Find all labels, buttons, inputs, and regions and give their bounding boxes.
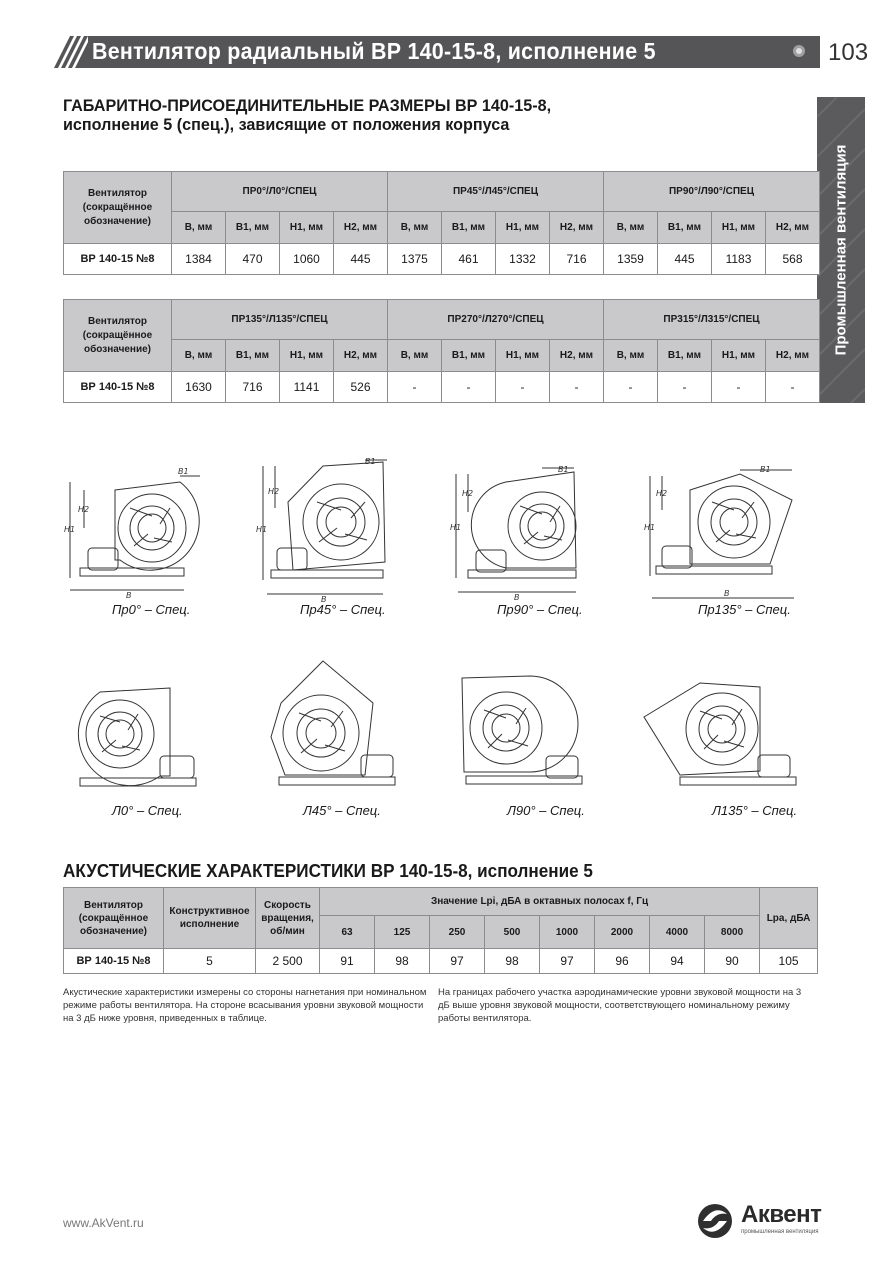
diagram-caption: Пр45° – Спец. [300,602,386,617]
dims1-cell: 470 [226,244,280,275]
dims2-sub: B, мм [172,340,226,372]
dims2-cell: - [712,372,766,403]
dims1-sub: H2, мм [766,212,820,244]
dims2-group-1: ПР270°/Л270°/СПЕЦ [388,300,604,340]
ac-head-design: Конструктивное исполнение [164,888,256,949]
ac-head-fan: Вентилятор (сокращённое обозначение) [64,888,164,949]
fan-diagram-l135 [640,675,800,800]
ac-head-lpa: Lpa, дБА [760,888,818,949]
ac-freq: 8000 [705,916,760,949]
diagram-caption: Л90° – Спец. [507,803,585,818]
dim-label: H1 [256,525,268,534]
fan-diagram-l0 [60,680,210,800]
dims1-group-0: ПР0°/Л0°/СПЕЦ [172,172,388,212]
dims1-cell: 445 [658,244,712,275]
dims1-sub: H2, мм [550,212,604,244]
dims2-sub: H2, мм [550,340,604,372]
ac-cell: 90 [705,949,760,974]
dims2-cell: - [442,372,496,403]
header-stripes-decoration [44,36,88,68]
dims1-sub: B1, мм [658,212,712,244]
dim-label: B [126,591,132,600]
dims-table-1 [63,171,820,275]
ac-cell: 98 [375,949,430,974]
ac-cell: 98 [485,949,540,974]
table-row [64,244,820,275]
ac-freq: 250 [430,916,485,949]
dims2-cell: - [388,372,442,403]
dims2-cell: 716 [226,372,280,403]
ac-cell: 105 [760,949,818,974]
dims1-sub: B, мм [604,212,658,244]
dim-label: H1 [644,523,656,532]
dims2-cell: 1630 [172,372,226,403]
dims2-sub: B, мм [388,340,442,372]
diagram-caption: Пр0° – Спец. [112,602,191,617]
dims2-cell: - [550,372,604,403]
dims1-sub: H1, мм [280,212,334,244]
acoustic-section-title: АКУСТИЧЕСКИЕ ХАРАКТЕРИСТИКИ ВР 140-15-8, исполнение 5 [63,861,593,881]
dims2-sub: H1, мм [280,340,334,372]
note-right: На границах рабочего участка аэродинамические уровни звуковой мощности на 3 дБ выше уровня звуковой мощности, соответствующего номинальному режиму работы вентилятора. [438,987,802,1024]
fan-diagram-l45 [255,655,405,800]
dims1-sub: H1, мм [712,212,766,244]
ac-cell: 2 500 [256,949,320,974]
dim-label: H1 [450,523,462,532]
ac-cell: 91 [320,949,375,974]
dim-label: B1 [760,465,771,474]
ac-freq: 63 [320,916,375,949]
dims2-group-2: ПР315°/Л315°/СПЕЦ [604,300,820,340]
fan-diagram-pr90 [446,460,596,600]
dims1-cell: 461 [442,244,496,275]
dim-label: H2 [656,489,668,498]
dim-label: B [724,589,730,598]
table-row [64,949,818,974]
fan-diagram-l90 [450,668,600,800]
dim-label: H2 [78,505,90,514]
acoustic-table [63,887,818,974]
dims1-group-2: ПР90°/Л90°/СПЕЦ [604,172,820,212]
dims2-group-0: ПР135°/Л135°/СПЕЦ [172,300,388,340]
ac-cell: 96 [595,949,650,974]
dims2-cell: - [604,372,658,403]
dims2-cell: - [496,372,550,403]
dims2-sub: B, мм [604,340,658,372]
diagram-caption: Л0° – Спец. [112,803,183,818]
dim-label: B1 [178,467,189,476]
page-title: Вентилятор радиальный ВР 140-15-8, исполнение 5 [92,38,656,64]
brand-name: Аквент [741,1201,822,1228]
diagram-caption: Л135° – Спец. [712,803,798,818]
dim-label: H1 [64,525,76,534]
dims1-cell: 1332 [496,244,550,275]
ac-cell: 97 [540,949,595,974]
dims1-sub: B1, мм [226,212,280,244]
ac-freq: 1000 [540,916,595,949]
fan-diagram-pr45 [253,452,403,602]
dims2-sub: H1, мм [496,340,550,372]
table-row [64,372,820,403]
ac-head-bands: Значение Lpi, дБА в октавных полосах f, Гц [320,888,760,916]
akvent-logo-icon [695,1202,735,1240]
ac-freq: 500 [485,916,540,949]
ac-freq: 2000 [595,916,650,949]
ac-cell: 94 [650,949,705,974]
side-tab [817,97,865,403]
dims1-group-1: ПР45°/Л45°/СПЕЦ [388,172,604,212]
dims1-cell: 1060 [280,244,334,275]
dims1-sub: B, мм [388,212,442,244]
dim-label: B [321,595,327,602]
ac-freq: 4000 [650,916,705,949]
dims-section-title [63,96,551,134]
page-number: 103 [828,39,869,66]
side-tab-label: Промышленная вентиляция [832,144,850,356]
dims1-sub: B, мм [172,212,226,244]
dims2-sub: B1, мм [226,340,280,372]
fan-diagram-pr0 [60,460,210,600]
dims1-head-fan: Вентилятор (сокращённое обозначение) [64,172,172,244]
dims1-cell: 1183 [712,244,766,275]
dims2-row-name: ВР 140-15 №8 [64,372,172,403]
dims1-sub: H1, мм [496,212,550,244]
ac-head-speed: Скорость вращения, об/мин [256,888,320,949]
dims1-sub: B1, мм [442,212,496,244]
dims2-sub: H2, мм [766,340,820,372]
diagram-caption: Пр90° – Спец. [497,602,583,617]
dims1-sub: H2, мм [334,212,388,244]
note-left: Акустические характеристики измерены со стороны нагнетания при номинальном режиме работы вентилятора. На стороне всасывания уровни звуковой мощности на 3 дБ ниже уровня, приведенных в таблице. [63,987,427,1024]
dims2-sub: B1, мм [658,340,712,372]
dims2-cell: - [766,372,820,403]
ac-freq: 125 [375,916,430,949]
diagram-caption: Пр135° – Спец. [698,602,791,617]
dims2-cell: 1141 [280,372,334,403]
dims1-cell: 568 [766,244,820,275]
dims1-cell: 1375 [388,244,442,275]
dim-label: B1 [558,465,569,474]
fan-diagram-pr135 [640,460,800,600]
dims2-head-fan: Вентилятор (сокращённое обозначение) [64,300,172,372]
dims1-row-name: ВР 140-15 №8 [64,244,172,275]
dim-label: B [514,593,520,600]
dims2-sub: B1, мм [442,340,496,372]
ac-cell: 5 [164,949,256,974]
ac-row-name: ВР 140-15 №8 [64,949,164,974]
gear-bullet-icon [792,44,806,58]
dims2-sub: H1, мм [712,340,766,372]
dims2-cell: 526 [334,372,388,403]
brand-subtitle: промышленная вентиляция [741,1229,819,1235]
ac-cell: 97 [430,949,485,974]
dims1-cell: 1359 [604,244,658,275]
dims1-cell: 445 [334,244,388,275]
dims-title-line2: исполнение 5 (спец.), зависящие от положения корпуса [63,115,510,134]
dims-title-line1: ГАБАРИТНО-ПРИСОЕДИНИТЕЛЬНЫЕ РАЗМЕРЫ ВР 140-15-8, [63,96,552,115]
footer-url-link[interactable]: www.AkVent.ru [63,1216,144,1230]
dim-label: H2 [268,487,280,496]
dims-table-2 [63,299,820,403]
dims2-cell: - [658,372,712,403]
dim-label: B1 [365,457,376,466]
dim-label: H2 [462,489,474,498]
diagram-caption: Л45° – Спец. [303,803,381,818]
dims1-cell: 716 [550,244,604,275]
dims1-cell: 1384 [172,244,226,275]
dims2-sub: H2, мм [334,340,388,372]
